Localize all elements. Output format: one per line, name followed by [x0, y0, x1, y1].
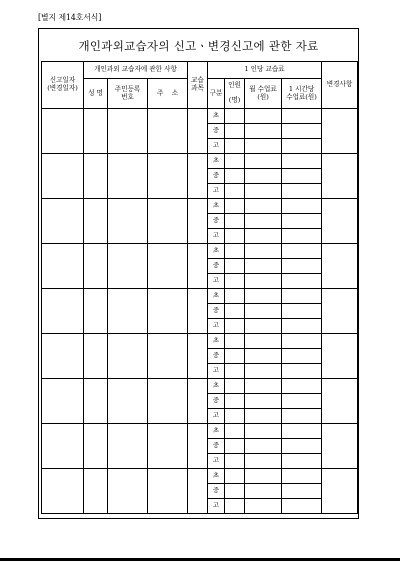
header-fee-per-person: 1 인당 교습료: [208, 62, 322, 79]
level-label: 초: [208, 424, 225, 439]
students-cell[interactable]: [225, 259, 245, 274]
monthly-fee-cell[interactable]: [245, 364, 282, 379]
students-cell[interactable]: [225, 409, 245, 424]
header-changes: 변경사항: [322, 62, 358, 109]
table-row: [42, 289, 358, 304]
hourly-fee-cell[interactable]: [282, 259, 322, 274]
monthly-fee-cell[interactable]: [245, 184, 282, 199]
level-label: 고: [208, 364, 225, 379]
resident-number-cell[interactable]: [108, 379, 148, 424]
report-date-cell[interactable]: [42, 289, 84, 334]
level-label: 초: [208, 199, 225, 214]
students-cell[interactable]: [225, 154, 245, 169]
changes-cell[interactable]: [322, 469, 358, 514]
changes-cell[interactable]: [322, 154, 358, 199]
level-label: 초: [208, 334, 225, 349]
monthly-fee-cell[interactable]: [245, 439, 282, 454]
students-cell[interactable]: [225, 229, 245, 244]
students-cell[interactable]: [225, 139, 245, 154]
subject-cell[interactable]: [188, 109, 208, 154]
report-date-cell[interactable]: [42, 154, 84, 199]
hourly-fee-cell[interactable]: [282, 139, 322, 154]
hourly-fee-cell[interactable]: [282, 319, 322, 334]
monthly-fee-cell[interactable]: [245, 289, 282, 304]
header-subject: 교습 과목: [188, 62, 208, 109]
subject-cell[interactable]: [188, 289, 208, 334]
changes-cell[interactable]: [322, 244, 358, 289]
monthly-fee-cell[interactable]: [245, 334, 282, 349]
hourly-fee-cell[interactable]: [282, 469, 322, 484]
resident-number-cell[interactable]: [108, 424, 148, 469]
name-cell[interactable]: [84, 379, 108, 424]
level-label: 중: [208, 394, 225, 409]
header-category: 구분: [208, 79, 225, 109]
name-cell[interactable]: [84, 289, 108, 334]
level-label: 중: [208, 349, 225, 364]
hourly-fee-cell[interactable]: [282, 274, 322, 289]
subject-cell[interactable]: [188, 379, 208, 424]
monthly-fee-cell[interactable]: [245, 409, 282, 424]
monthly-fee-cell[interactable]: [245, 124, 282, 139]
table-row: [42, 424, 358, 439]
monthly-fee-cell[interactable]: [245, 214, 282, 229]
students-cell[interactable]: [225, 394, 245, 409]
name-cell[interactable]: [84, 424, 108, 469]
students-cell[interactable]: [225, 349, 245, 364]
subject-cell[interactable]: [188, 334, 208, 379]
resident-number-cell[interactable]: [108, 469, 148, 514]
level-label: 고: [208, 454, 225, 469]
hourly-fee-cell[interactable]: [282, 484, 322, 499]
resident-number-cell[interactable]: [108, 109, 148, 154]
header-report-date: 신고일자 (변경일자): [42, 62, 84, 109]
address-cell[interactable]: [148, 469, 188, 514]
resident-number-cell[interactable]: [108, 244, 148, 289]
name-cell[interactable]: [84, 199, 108, 244]
hourly-fee-cell[interactable]: [282, 304, 322, 319]
students-cell[interactable]: [225, 424, 245, 439]
hourly-fee-cell[interactable]: [282, 439, 322, 454]
monthly-fee-cell[interactable]: [245, 169, 282, 184]
level-label: 초: [208, 109, 225, 124]
students-cell[interactable]: [225, 439, 245, 454]
monthly-fee-cell[interactable]: [245, 394, 282, 409]
hourly-fee-cell[interactable]: [282, 379, 322, 394]
resident-number-cell[interactable]: [108, 289, 148, 334]
students-cell[interactable]: [225, 289, 245, 304]
address-cell[interactable]: [148, 289, 188, 334]
students-cell[interactable]: [225, 484, 245, 499]
hourly-fee-cell[interactable]: [282, 364, 322, 379]
header-hourly-fee: 1 시간당 수업료(원): [282, 79, 322, 109]
level-label: 중: [208, 259, 225, 274]
resident-number-cell[interactable]: [108, 154, 148, 199]
header-tutor-info: 개인과외 교습자에 관한 사항: [84, 62, 188, 79]
address-cell[interactable]: [148, 244, 188, 289]
level-label: 중: [208, 484, 225, 499]
name-cell[interactable]: [84, 244, 108, 289]
changes-cell[interactable]: [322, 199, 358, 244]
monthly-fee-cell[interactable]: [245, 109, 282, 124]
level-label: 고: [208, 319, 225, 334]
name-cell[interactable]: [84, 154, 108, 199]
address-cell[interactable]: [148, 109, 188, 154]
form-frame: [38, 28, 359, 519]
students-cell[interactable]: [225, 379, 245, 394]
level-label: 초: [208, 154, 225, 169]
table-row: [42, 109, 358, 124]
monthly-fee-cell[interactable]: [245, 499, 282, 514]
table-row: [42, 379, 358, 394]
report-date-cell[interactable]: [42, 199, 84, 244]
hourly-fee-cell[interactable]: [282, 289, 322, 304]
hourly-fee-cell[interactable]: [282, 424, 322, 439]
students-cell[interactable]: [225, 214, 245, 229]
hourly-fee-cell[interactable]: [282, 394, 322, 409]
subject-cell[interactable]: [188, 154, 208, 199]
level-label: 고: [208, 229, 225, 244]
changes-cell[interactable]: [322, 289, 358, 334]
page-bottom-rule: [0, 558, 400, 561]
monthly-fee-cell[interactable]: [245, 424, 282, 439]
table-row: [42, 244, 358, 259]
monthly-fee-cell[interactable]: [245, 274, 282, 289]
level-label: 고: [208, 274, 225, 289]
hourly-fee-cell[interactable]: [282, 199, 322, 214]
hourly-fee-cell[interactable]: [282, 214, 322, 229]
table-row: [42, 199, 358, 214]
resident-number-cell[interactable]: [108, 334, 148, 379]
students-cell[interactable]: [225, 199, 245, 214]
students-cell[interactable]: [225, 469, 245, 484]
monthly-fee-cell[interactable]: [245, 199, 282, 214]
address-cell[interactable]: [148, 334, 188, 379]
hourly-fee-cell[interactable]: [282, 109, 322, 124]
header-students: 인원 (명): [225, 79, 245, 109]
monthly-fee-cell[interactable]: [245, 304, 282, 319]
monthly-fee-cell[interactable]: [245, 229, 282, 244]
changes-cell[interactable]: [322, 379, 358, 424]
header-name: 성 명: [84, 79, 108, 109]
subject-cell[interactable]: [188, 244, 208, 289]
address-cell[interactable]: [148, 424, 188, 469]
students-cell[interactable]: [225, 499, 245, 514]
students-cell[interactable]: [225, 124, 245, 139]
level-label: 초: [208, 244, 225, 259]
changes-cell[interactable]: [322, 424, 358, 469]
changes-cell[interactable]: [322, 109, 358, 154]
monthly-fee-cell[interactable]: [245, 319, 282, 334]
changes-cell[interactable]: [322, 334, 358, 379]
hourly-fee-cell[interactable]: [282, 334, 322, 349]
name-cell[interactable]: [84, 109, 108, 154]
monthly-fee-cell[interactable]: [245, 349, 282, 364]
table-row: [42, 154, 358, 169]
form-title: 개인과외교습자의 신고ㆍ변경신고에 관한 자료: [78, 39, 319, 53]
name-cell[interactable]: [84, 334, 108, 379]
hourly-fee-cell[interactable]: [282, 454, 322, 469]
hourly-fee-cell[interactable]: [282, 244, 322, 259]
monthly-fee-cell[interactable]: [245, 154, 282, 169]
address-cell[interactable]: [148, 379, 188, 424]
students-cell[interactable]: [225, 169, 245, 184]
level-label: 고: [208, 409, 225, 424]
students-cell[interactable]: [225, 109, 245, 124]
monthly-fee-cell[interactable]: [245, 259, 282, 274]
monthly-fee-cell[interactable]: [245, 484, 282, 499]
students-cell[interactable]: [225, 304, 245, 319]
hourly-fee-cell[interactable]: [282, 499, 322, 514]
students-cell[interactable]: [225, 334, 245, 349]
level-label: 중: [208, 124, 225, 139]
report-date-cell[interactable]: [42, 469, 84, 514]
level-label: 초: [208, 379, 225, 394]
level-label: 고: [208, 499, 225, 514]
resident-number-cell[interactable]: [108, 199, 148, 244]
level-label: 중: [208, 439, 225, 454]
header-resident-number: 주민등록 번호: [108, 79, 148, 109]
level-label: 초: [208, 289, 225, 304]
hourly-fee-cell[interactable]: [282, 169, 322, 184]
students-cell[interactable]: [225, 454, 245, 469]
students-cell[interactable]: [225, 274, 245, 289]
monthly-fee-cell[interactable]: [245, 379, 282, 394]
report-date-cell[interactable]: [42, 244, 84, 289]
subject-cell[interactable]: [188, 199, 208, 244]
hourly-fee-cell[interactable]: [282, 349, 322, 364]
table-row: [42, 469, 358, 484]
name-cell[interactable]: [84, 469, 108, 514]
form-number: [별지 제14호서식]: [38, 13, 102, 22]
students-cell[interactable]: [225, 184, 245, 199]
monthly-fee-cell[interactable]: [245, 244, 282, 259]
subject-cell[interactable]: [188, 424, 208, 469]
table-row: [42, 334, 358, 349]
report-date-cell[interactable]: [42, 109, 84, 154]
level-label: 초: [208, 469, 225, 484]
tutor-report-table: [41, 61, 358, 514]
header-monthly-fee: 월 수업료 (원): [245, 79, 282, 109]
report-date-cell[interactable]: [42, 424, 84, 469]
level-label: 중: [208, 214, 225, 229]
level-label: 중: [208, 169, 225, 184]
hourly-fee-cell[interactable]: [282, 184, 322, 199]
students-cell[interactable]: [225, 364, 245, 379]
students-cell[interactable]: [225, 244, 245, 259]
monthly-fee-cell[interactable]: [245, 469, 282, 484]
hourly-fee-cell[interactable]: [282, 124, 322, 139]
subject-cell[interactable]: [188, 469, 208, 514]
address-cell[interactable]: [148, 154, 188, 199]
level-label: 고: [208, 139, 225, 154]
address-cell[interactable]: [148, 199, 188, 244]
monthly-fee-cell[interactable]: [245, 139, 282, 154]
hourly-fee-cell[interactable]: [282, 229, 322, 244]
level-label: 고: [208, 184, 225, 199]
hourly-fee-cell[interactable]: [282, 409, 322, 424]
header-address: 주 소: [148, 79, 188, 109]
report-date-cell[interactable]: [42, 379, 84, 424]
report-date-cell[interactable]: [42, 334, 84, 379]
students-cell[interactable]: [225, 319, 245, 334]
hourly-fee-cell[interactable]: [282, 154, 322, 169]
monthly-fee-cell[interactable]: [245, 454, 282, 469]
level-label: 중: [208, 304, 225, 319]
